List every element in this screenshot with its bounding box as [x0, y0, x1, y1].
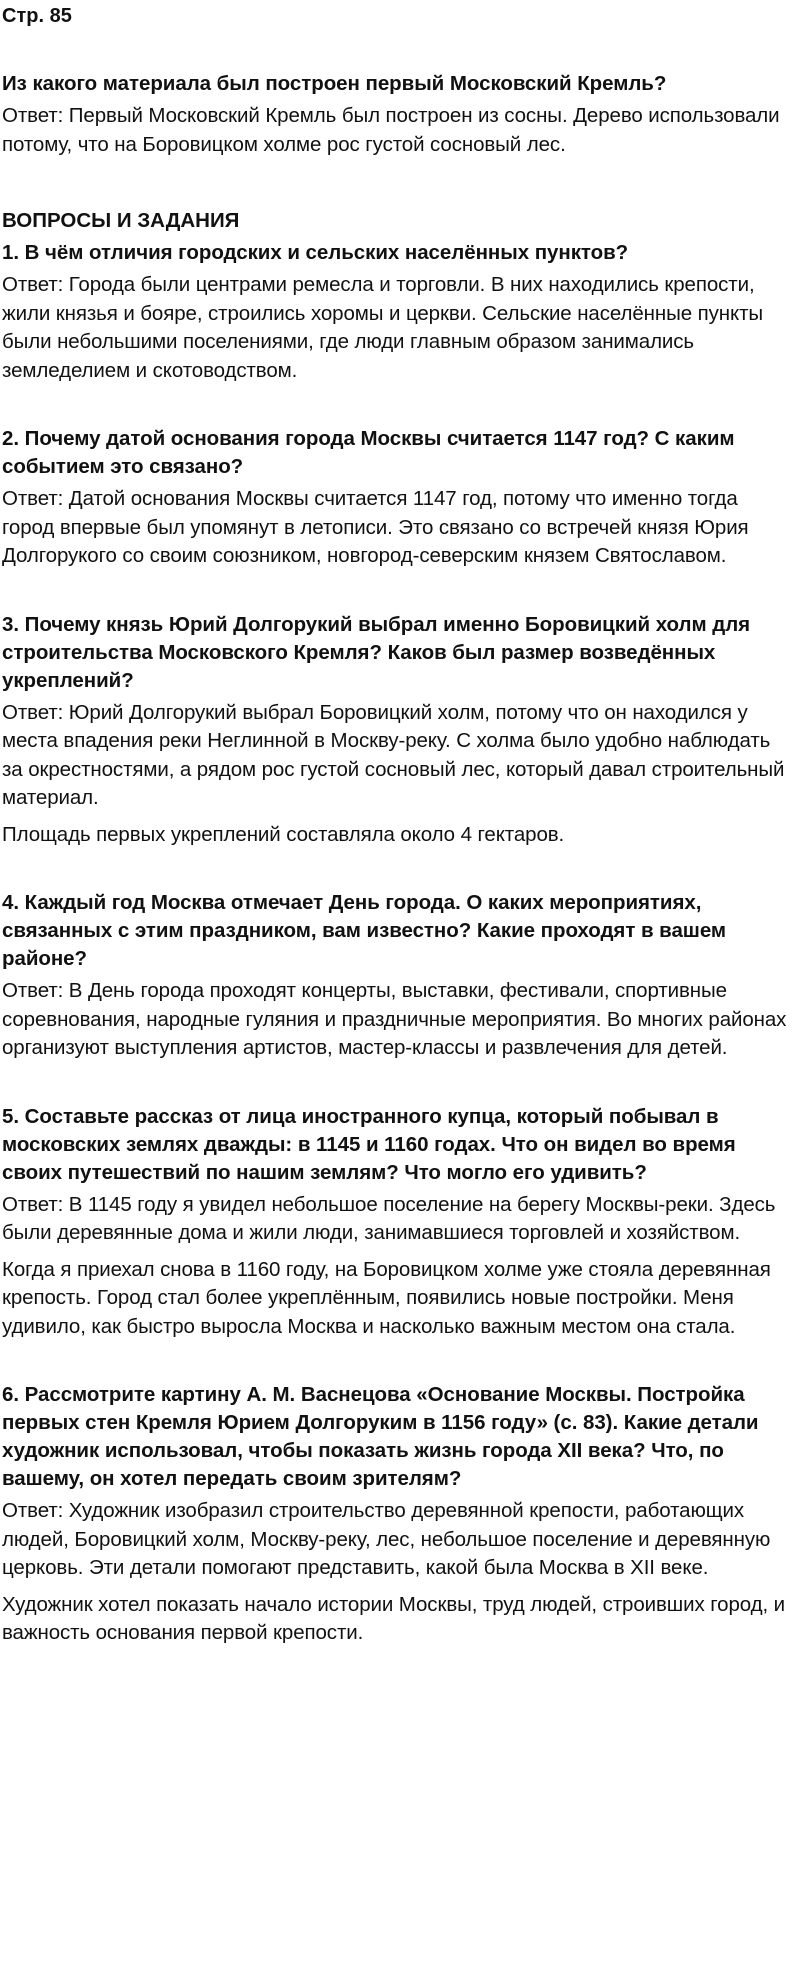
answer-6-paragraph-1: Ответ: Художник изобразил строительство деревянной крепости, работающих людей, Боровицкий холм, Москву-реку, лес, небольшое поселение и деревянную церковь. Эти детали помогают представить, какой была Москва в XII веке. — [2, 1499, 771, 1579]
page-label: Стр. 85 — [2, 5, 72, 27]
answer-4-paragraph-1: Ответ: В День города проходят концерты, выставки, фестивали, спортивные соревнования, народные гуляния и праздничные мероприятия. Во многих районах организуют выступления артистов, мастер-классы и развлечения для детей. — [2, 979, 787, 1059]
qa-block-1 — [2, 239, 794, 385]
spacer — [2, 857, 794, 889]
spacer — [2, 1071, 794, 1103]
answer-5-paragraph-2: Когда я приехал снова в 1160 году, на Боровицком холме уже стояла деревянная крепость. Город стал более укреплённым, появились новые постройки. Меня удивило, как быстро выросла Москва и насколько важным местом она стала. — [2, 1257, 771, 1338]
spacer — [2, 30, 794, 70]
spacer — [2, 579, 794, 611]
qa-block-2 — [2, 425, 794, 571]
qa-block-5 — [2, 1103, 794, 1342]
question-3: 3. Почему князь Юрий Долгорукий выбрал именно Боровицкий холм для строительства Московского Кремля? Каков был размер возведённых укреплений? — [2, 612, 751, 692]
answer-2-paragraph-1: Ответ: Датой основания Москвы считается 1147 год, потому что именно тогда город впервые был упомянут в летописи. Это связано со встречей князя Юрия Долгорукого со своим союзником, новгород-северским князем Святославом. — [2, 487, 749, 567]
answer-5-paragraph-1: Ответ: В 1145 году я увидел небольшое поселение на берегу Москвы-реки. Здесь были деревянные дома и жили люди, занимавшиеся торговлей и хозяйством. — [2, 1192, 776, 1244]
answer-3-paragraph-2: Площадь первых укреплений составляла около 4 гектаров. — [2, 822, 565, 846]
answer-3-paragraph-1: Ответ: Юрий Долгорукий выбрал Боровицкий холм, потому что он находился у места впадения реки Неглинной в Москву-реку. С холма было удобно наблюдать за окрестностями, а рядом рос густой сосновый лес, который давал строительный материал. — [2, 700, 785, 809]
qa-block-6 — [2, 1381, 794, 1648]
question-2: 2. Почему датой основания города Москвы считается 1147 год? С каким событием это связано? — [2, 427, 735, 478]
answer-1-paragraph-1: Ответ: Города были центрами ремесла и торговли. В них находились крепости, жили князья и бояре, строились хоромы и церкви. Сельские населённые пункты были небольшими поселениями, где люди главным образом занимались земледелием и скотоводством. — [2, 273, 764, 382]
question-1: 1. В чём отличия городских и сельских населённых пунктов? — [2, 241, 629, 264]
qa-block-4 — [2, 889, 794, 1063]
intro-question: Из какого материала был построен первый Московский Кремль? — [2, 72, 667, 95]
question-4: 4. Каждый год Москва отмечает День города. О каких мероприятиях, связанных с этим праздником, вам известно? Какие проходят в вашем районе? — [2, 891, 727, 970]
spacer — [2, 1349, 794, 1381]
question-5: 5. Составьте рассказ от лица иностранного купца, который побывал в московских землях дважды: в 1145 и 1160 годах. Что он видел во время своих путешествий по нашим землям? Что могло его удивить? — [2, 1104, 736, 1184]
spacer — [2, 167, 794, 207]
answer-6-paragraph-2: Художник хотел показать начало истории Москвы, труд людей, строивших город, и важность основания первой крепости. — [2, 1592, 786, 1644]
section-title: ВОПРОСЫ И ЗАДАНИЯ — [2, 209, 240, 232]
qa-block-3 — [2, 611, 794, 850]
question-6: 6. Рассмотрите картину А. М. Васнецова «Основание Москвы. Постройка первых стен Кремля Юрием Долгоруким в 1156 году» (с. 83). Какие детали художник использовал, чтобы показать жизнь города XII века? Что, по вашему, он хотел передать своим зрителям? — [2, 1383, 759, 1490]
spacer — [2, 393, 794, 425]
intro-answer: Ответ: Первый Московский Кремль был построен из сосны. Дерево использовали потому, что на Боровицком холме рос густой сосновый лес. — [2, 104, 780, 156]
